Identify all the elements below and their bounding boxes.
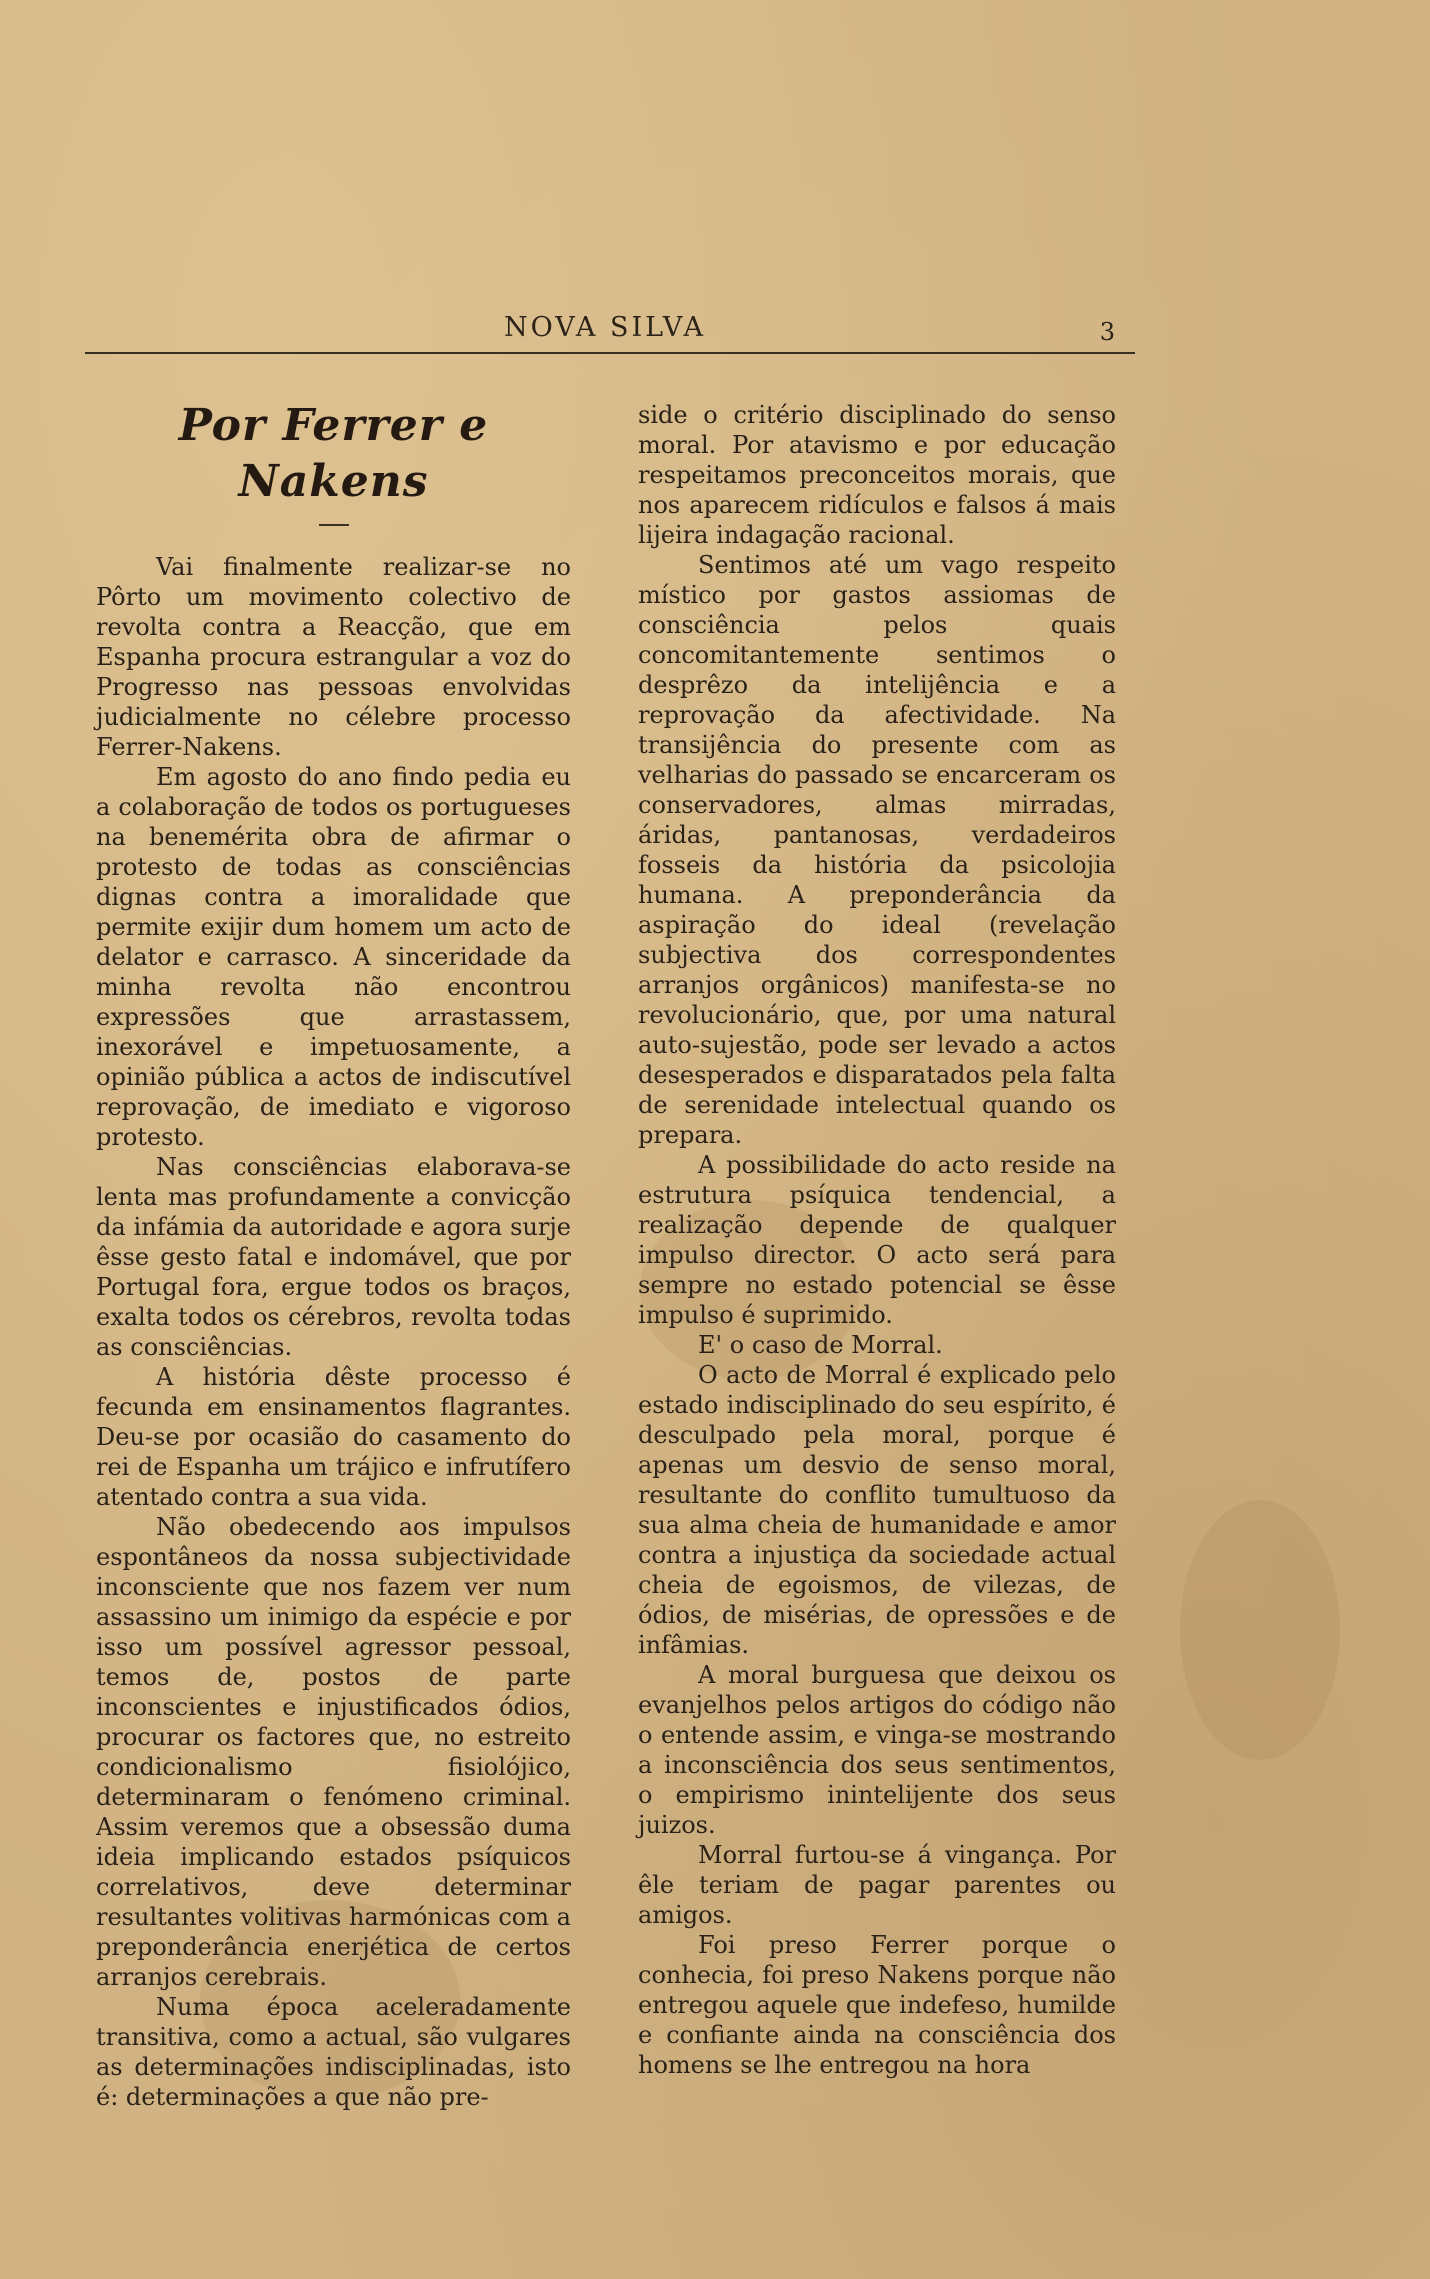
paragraph: side o critério disciplinado do senso moral. Por atavismo e por educação respeitamos preconceitos morais, que nos aparecem ridículos e falsos á mais lijeira indagação racional. [638, 401, 1116, 549]
paragraph: Em agosto do ano findo pedia eu a colaboração de todos os portugueses na benemérita obra de afirmar o protesto de todas as consciências dignas contra a imoralidade que permite exijir dum homem um acto de delator e carrasco. A sinceridade da minha revolta não encontrou expressões que arrastassem, inexorável e impetuosamente, a opinião pública a actos de indiscutível reprovação, de imediato e vigoroso protesto. [96, 763, 571, 1151]
paragraph: Foi preso Ferrer porque o conhecia, foi preso Nakens porque não entregou aquele que indefeso, humilde e confiante ainda na consciência dos homens se lhe entregou na hora [638, 1931, 1116, 2079]
page-header [85, 312, 1125, 352]
paper-stain [1180, 1500, 1340, 1760]
paragraph: A moral burguesa que deixou os evanjelhos pelos artigos do código não o entende assim, e vinga-se mostrando a inconsciência dos seus sentimentos, o empirismo inintelijente dos seus juizos. [638, 1661, 1116, 1839]
paragraph: O acto de Morral é explicado pelo estado indisciplinado do seu espírito, é desculpado pela moral, porque é apenas um desvio de senso moral, resultante do conflito tumultuoso da sua alma cheia de humanidade e amor contra a injustiça da sociedade actual cheia de egoismos, de vilezas, de ódios, de misérias, de opressões e de infâmias. [638, 1361, 1116, 1659]
header-rule [85, 352, 1135, 354]
paragraph: Não obedecendo aos impulsos espontâneos da nossa subjectividade inconsciente que nos fazem ver num assassino um inimigo da espécie e por isso um possível agressor pessoal, temos de, postos de parte inconscientes e injustificados ódios, procurar os factores que, no estreito condicionalismo fisiolójico, determinaram o fenómeno criminal. Assim veremos que a obsessão duma ideia implicando estados psíquicos correlativos, deve determinar resultantes volitivas harmónicas com a preponderância enerjética de certos arranjos cerebrais. [96, 1513, 571, 1991]
article-title: Por Ferrer e Nakens [178, 400, 489, 507]
paragraph: Numa época aceleradamente transitiva, como a actual, são vulgares as determinações indisciplinadas, isto é: determinações a que não pre- [96, 1993, 571, 2111]
paragraph: E' o caso de Morral. [698, 1331, 943, 1359]
page-number: 3 [1099, 318, 1115, 346]
paragraph: A possibilidade do acto reside na estrutura psíquica tendencial, a realização depende de qualquer impulso director. O acto será para sempre no estado potencial se êsse impulso é suprimido. [638, 1151, 1116, 1329]
title-divider [319, 524, 349, 526]
right-column [638, 400, 1116, 2080]
paragraph: A história dêste processo é fecunda em ensinamentos flagrantes. Deu-se por ocasião do casamento do rei de Espanha um trájico e infrutífero atentado contra a sua vida. [96, 1363, 571, 1511]
paragraph: Sentimos até um vago respeito místico por gastos assiomas de consciência pelos quais concomitantemente sentimos o desprêzo da intelijência e a reprovação da afectividade. Na transijência do presente com as velharias do passado se encarceram os conservadores, almas mirradas, áridas, pantanosas, verdadeiros fosseis da história da psicolojia humana. A preponderância da aspiração do ideal (revelação subjectiva dos correspondentes arranjos orgânicos) manifesta-se no revolucionário, que, por uma natural auto-sujestão, pode ser levado a actos desesperados e disparatados pela falta de serenidade intelectual quando os prepara. [638, 551, 1116, 1149]
left-column [96, 398, 571, 2112]
running-title: NOVA SILVA [503, 312, 707, 343]
paragraph: Vai finalmente realizar-se no Pôrto um movimento colectivo de revolta contra a Reacção, que em Espanha procura estrangular a voz do Progresso nas pessoas envolvidas judicialmente no célebre processo Ferrer-Nakens. [96, 553, 571, 761]
paragraph: Morral furtou-se á vingança. Por êle teriam de pagar parentes ou amigos. [638, 1841, 1116, 1929]
paragraph: Nas consciências elaborava-se lenta mas profundamente a convicção da infámia da autoridade e agora surje êsse gesto fatal e indomável, que por Portugal fora, ergue todos os braços, exalta todos os cérebros, revolta todas as consciências. [96, 1153, 571, 1361]
